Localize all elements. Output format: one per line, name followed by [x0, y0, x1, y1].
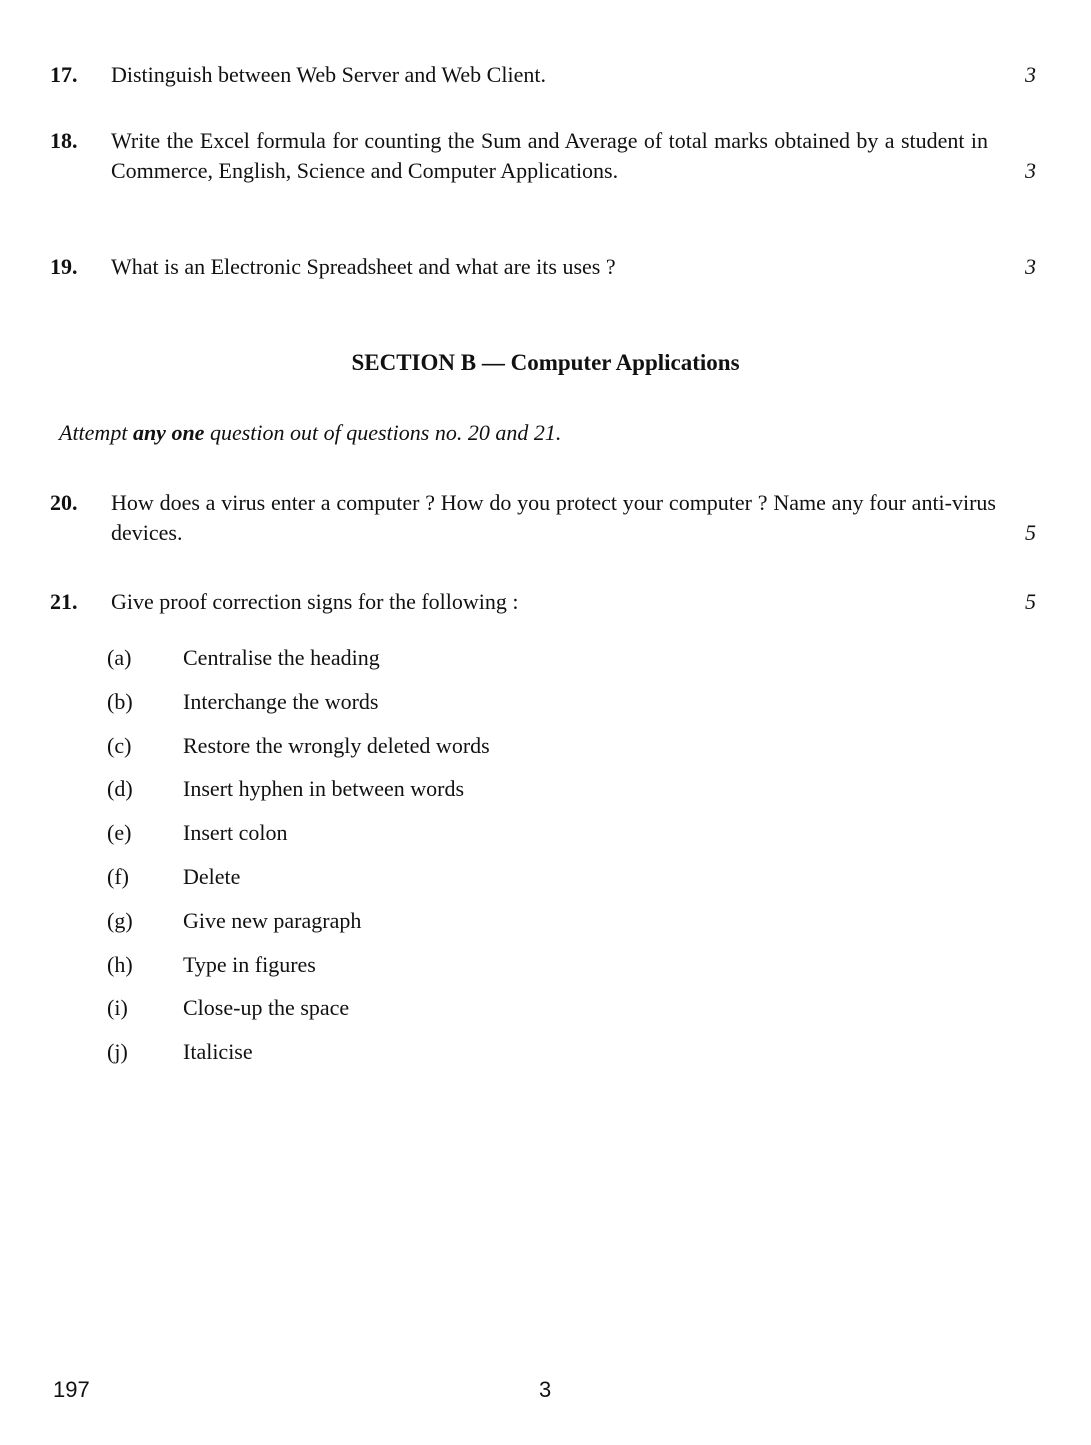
item-text: Give new paragraph: [183, 907, 362, 933]
question-text: Distinguish between Web Server and Web Client.: [111, 62, 546, 87]
item-label: (g): [107, 907, 133, 933]
question-number: 17.: [50, 62, 78, 87]
question-number: 18.: [50, 128, 78, 153]
question-text: What is an Electronic Spreadsheet and what are its uses ?: [111, 254, 616, 279]
item-label: (i): [107, 995, 128, 1021]
item-text: Close-up the space: [183, 995, 350, 1021]
question-marks: 5: [1025, 520, 1036, 545]
item-label: (h): [107, 951, 133, 977]
question-19: [50, 252, 1036, 282]
question-text: How does a virus enter a computer ? How do you protect your computer ? Name any four anti-virus devices.: [111, 490, 996, 545]
question-number: 20.: [50, 490, 78, 515]
section-instruction: [59, 420, 561, 446]
question-number: 21.: [50, 589, 78, 614]
question-number: 19.: [50, 254, 78, 279]
section-title: SECTION B — Computer Applications: [351, 350, 740, 375]
instruction-text-pre: Attempt: [59, 420, 133, 445]
item-text: Delete: [183, 863, 241, 889]
item-label: (c): [107, 732, 132, 758]
paper-code: 197: [53, 1377, 90, 1402]
question-marks: 3: [1025, 254, 1036, 279]
item-text: Centralise the heading: [183, 645, 380, 670]
item-label: (b): [107, 688, 133, 714]
question-20: [50, 488, 1036, 548]
item-text: Italicise: [183, 1039, 253, 1065]
question-text: Write the Excel formula for counting the Sum and Average of total marks obtained by a student in Commerce, English, Science and Computer Applications.: [111, 128, 988, 183]
item-text: Insert hyphen in between words: [183, 776, 465, 802]
question-marks: 3: [1025, 158, 1036, 183]
item-label: (a): [107, 645, 132, 670]
question-17: [50, 60, 1036, 90]
item-text: Interchange the words: [183, 688, 379, 714]
instruction-text-post: question out of questions no. 20 and 21.: [204, 420, 562, 445]
page-number: 3: [539, 1377, 552, 1402]
question-21: [50, 587, 1036, 617]
question-marks: 5: [1025, 589, 1036, 614]
item-text: Restore the wrongly deleted words: [183, 732, 490, 758]
item-label: (e): [107, 820, 132, 846]
item-label: (f): [107, 863, 129, 889]
question-text: Give proof correction signs for the following :: [111, 589, 519, 614]
item-label: (j): [107, 1039, 128, 1065]
instruction-text-emphasis: any one: [132, 420, 205, 445]
item-text: Type in figures: [183, 951, 316, 977]
question-marks: 3: [1025, 62, 1036, 87]
question-18: [50, 126, 1036, 186]
item-text: Insert colon: [183, 820, 288, 846]
item-label: (d): [107, 776, 133, 802]
